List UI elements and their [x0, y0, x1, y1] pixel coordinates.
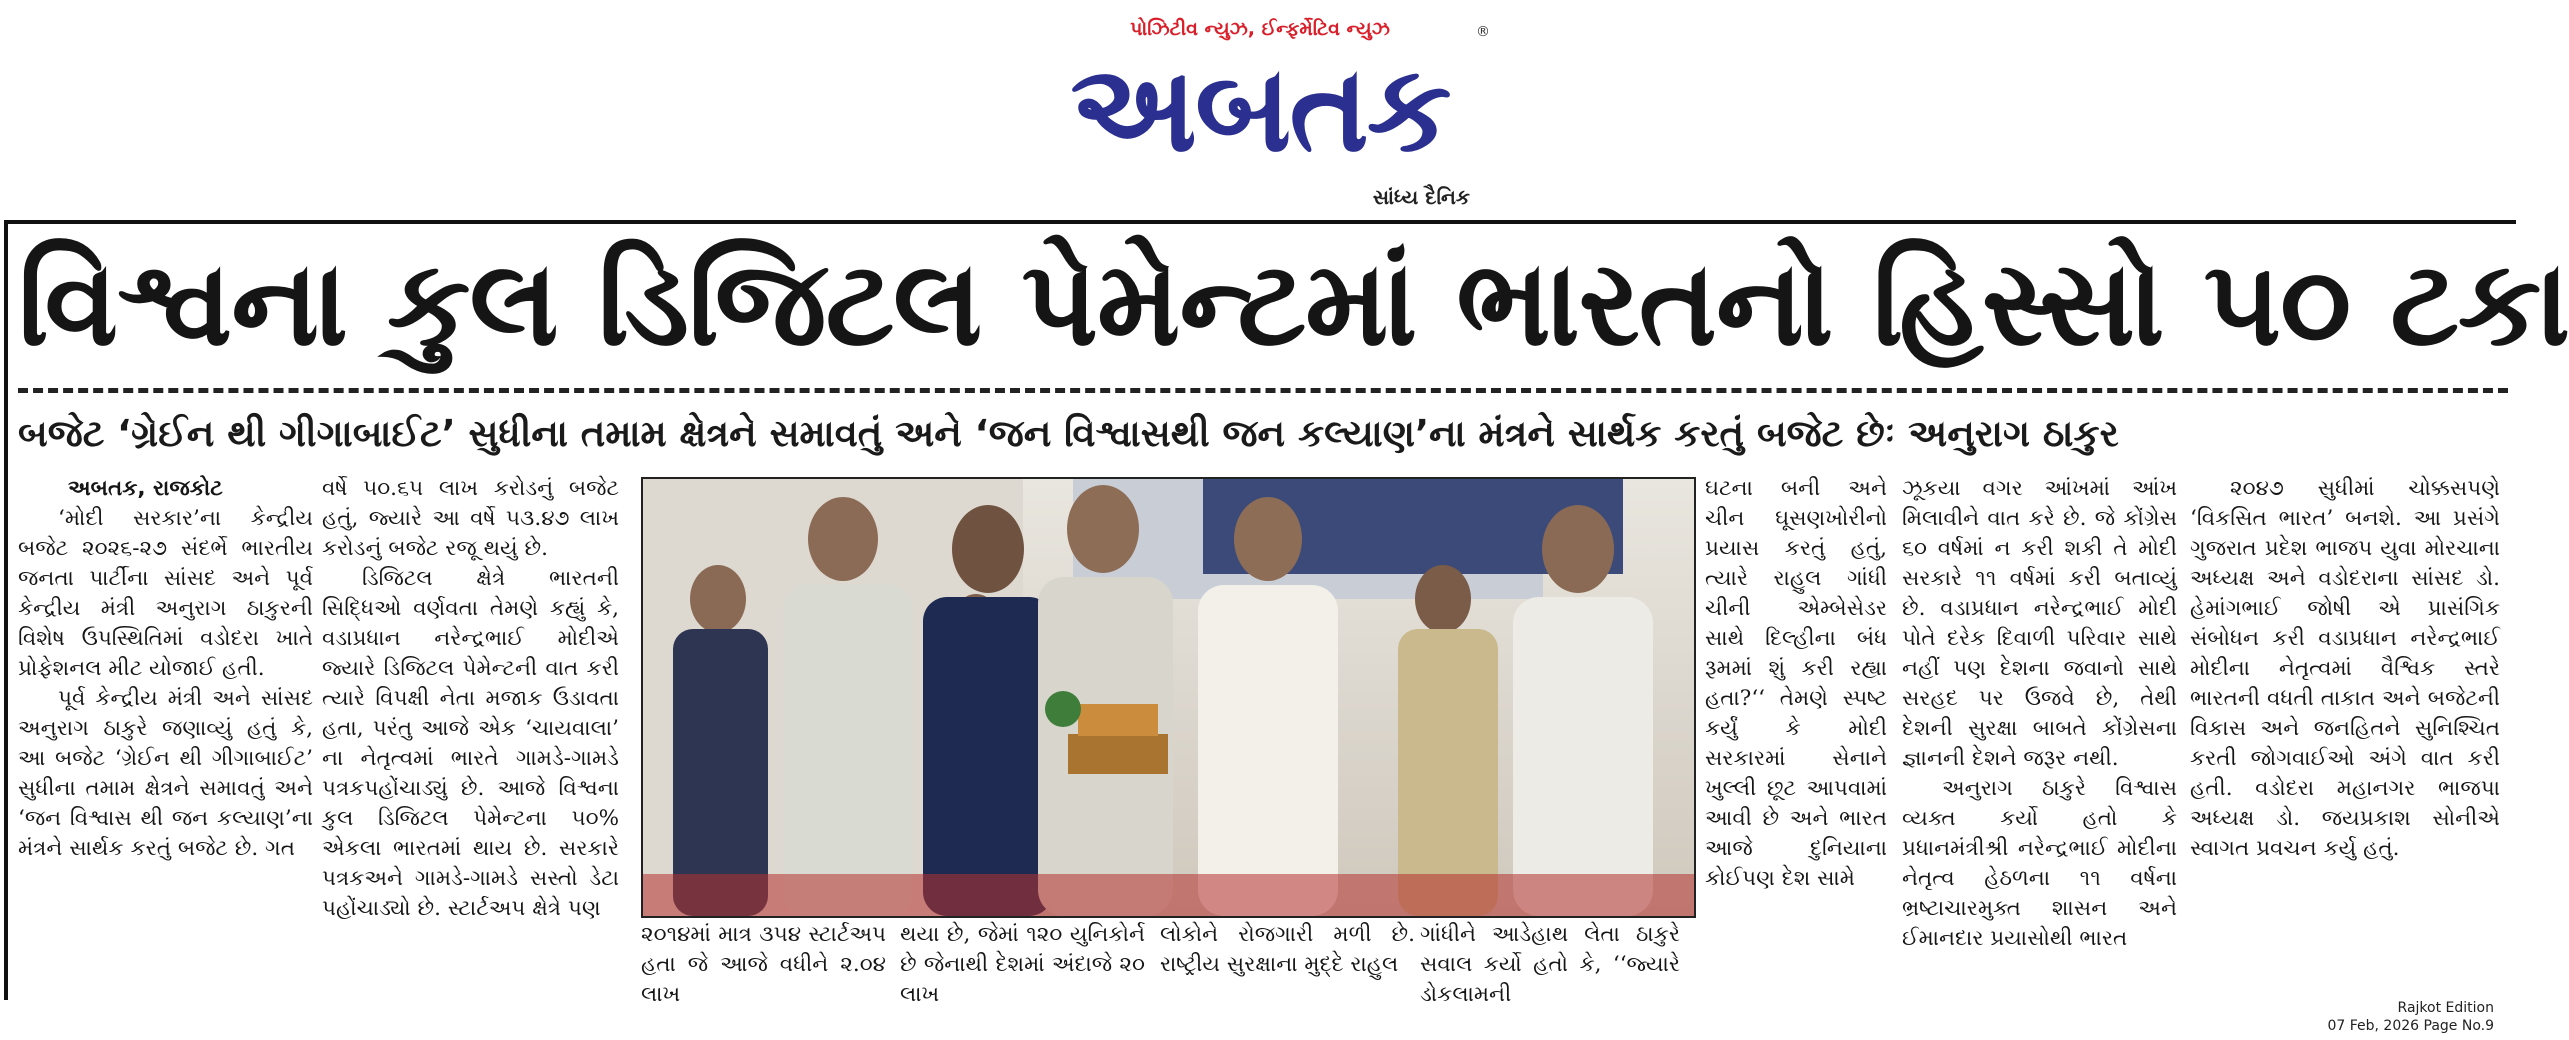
byline: અબતક, રાજકોટ: [68, 476, 223, 501]
paragraph: ઘટના બની અને ચીન ઘૂસણખોરીનો પ્રયાસ કરતું હતું, ત્યારે રાહુલ ગાંધી ચીની એમ્બેસેડર સાથે દિલ્હીના બંધ રૂમમાં શું કરી રહ્યા હતા?‘‘ તેમણે સ્પષ્ટ કર્યું કે મોદી સરકારમાં સેનાને ખુલ્લી છૂટ આપવામાં આવી છે અને ભારત આજે દુનિયાના કોઈપણ દેશ સામે: [1705, 476, 1887, 891]
article-column-5: [1705, 474, 1887, 904]
article-column-2: [322, 474, 619, 994]
below-photo-column-3: [1160, 920, 1415, 992]
below-photo-column-1: [641, 920, 886, 1007]
paragraph: પૂર્વ કેન્દ્રીય મંત્રી અને સાંસદ અનુરાગ ઠાકુરે જણાવ્યું હતું કે, આ બજેટ ‘ગ્રેઈન થી ગીગાબાઈટ’ સુધીના તમામ ક્ષેત્રને સમાવતું અને ‘જન વિશ્વાસ થી જન કલ્યાણ’ના મંત્રને સાર્થક કરતું બજેટ છે. ગત: [18, 686, 313, 861]
edition-label: Rajkot Edition: [2397, 1000, 2494, 1016]
brand-logo: અબતક: [1070, 40, 1450, 179]
paragraph: અનુરાગ ઠાકુરે વિશ્વાસ વ્યક્ત કર્યો હતો કે પ્રધાનમંત્રીશ્રી નરેન્દ્રભાઈ મોદીના નેતૃત્વ હેઠળના ૧૧ વર્ષના ભ્રષ્ટાચારમુક્ત શાસન અને ઈમાનદાર પ્રયાસોથી ભારત: [1902, 776, 2177, 951]
event-photo-icon: [643, 479, 1694, 916]
paragraph: ‘મોદી સરકાર’ના કેન્દ્રીય બજેટ ૨૦૨૬-૨૭ સંદર્ભે ભારતીય જનતા પાર્ટીના સાંસદ અને પૂર્વ કેન્દ્રીય મંત્રી અનુરાગ ઠાકુરની વિશેષ ઉપસ્થિતિમાં વડોદરા ખાતે પ્રોફેશનલ મીટ યોજાઈ હતી.: [18, 506, 313, 681]
below-photo-column-4: [1420, 920, 1680, 1007]
masthead: [1030, 18, 1490, 208]
headline: વિશ્વના કુલ ડિજિટલ પેમેન્ટમાં ભારતનો હિસ્સો ૫૦ ટકા: [18, 234, 2569, 372]
registered-mark: ®: [1476, 24, 1490, 40]
brand-subtitle: સાંધ્ય દૈનિક: [1372, 185, 1470, 209]
paragraph: લોકોને રોજગારી મળી છે. રાષ્ટ્રીય સુરક્ષાના મુદ્દે રાહુલ: [1160, 922, 1415, 977]
paragraph: વર્ષે ૫૦.૬૫ લાખ કરોડનું બજેટ હતું, જ્યારે આ વર્ષે ૫૩.૪૭ લાખ કરોડનું બજેટ રજૂ થયું છે.: [322, 476, 619, 561]
article-column-7: [2190, 474, 2500, 994]
below-photo-column-2: [900, 920, 1145, 1007]
article-column-6: [1902, 474, 2177, 994]
paragraph: ૨૦૪૭ સુધીમાં ચોક્કસપણે ‘વિકસિત ભારત’ બનશે. આ પ્રસંગે ગુજરાત પ્રદેશ ભાજપ યુવા મોરચાના અધ્યક્ષ અને વડોદરાના સાંસદ ડો. હેમાંગભાઈ જોષી એ પ્રાસંગિક સંબોધન કરી વડાપ્રધાન નરેન્દ્રભાઈ મોદીના નેતૃત્વમાં વૈશ્વિક સ્તરે ભારતની વધતી તાકાત અને બજેટની વિકાસ અને જનહિતને સુનિશ્ચિત કરતી જોગવાઈઓ અંગે વાત કરી હતી. વડોદરા મહાનગર ભાજપા અધ્યક્ષ ડો. જયપ્રકાશ સોનીએ સ્વાગત પ્રવચન કર્યુ હતું.: [2190, 476, 2500, 861]
paragraph: ૨૦૧૪માં માત્ર ૩૫૪ સ્ટાર્ટઅપ હતા જે આજે વધીને ૨.૦૪ લાખ: [641, 922, 886, 1007]
date-page-label: 07 Feb, 2026 Page No.9: [2327, 1018, 2494, 1034]
paragraph: ઝૂકયા વગર આંખમાં આંખ મિલાવીને વાત કરે છે. જે કોંગ્રેસ ૬૦ વર્ષમાં ન કરી શકી તે મોદી સરકારે ૧૧ વર્ષમાં કરી બતાવ્યું છે. વડાપ્રધાન નરેન્દ્રભાઈ મોદી પોતે દરેક દિવાળી પરિવાર સાથે નહીં પણ દેશના જવાનો સાથે સરહદ પર ઉજવે છે, તેથી દેશની સુરક્ષા બાબતે કોંગ્રેસના જ્ઞાનની દેશને જરૂર નથી.: [1902, 476, 2177, 771]
event-photo: [641, 477, 1696, 918]
dashed-divider: [18, 388, 2508, 393]
subheadline: બજેટ ‘ગ્રેઈન થી ગીગાબાઈટ’ સુધીના તમામ ક્ષેત્રને સમાવતું અને ‘જન વિશ્વાસથી જન કલ્યાણ’ના મંત્રને સાર્થક કરતું બજેટ છેઃ અનુરાગ ઠાકુર: [18, 412, 2119, 455]
masthead-tagline: પોઝિટીવ ન્યુઝ, ઈન્ફર્મેટિવ ન્યુઝ: [1130, 18, 1390, 40]
paragraph: ડિજિટલ ક્ષેત્રે ભારતની સિદ્ધિઓ વર્ણવતા તેમણે કહ્યું કે, વડાપ્રધાન નરેન્દ્રભાઈ મોદીએ જ્યારે ડિજિટલ પેમેન્ટની વાત કરી ત્યારે વિપક્ષી નેતા મજાક ઉડાવતા હતા, પરંતુ આજે એક ‘ચાયવાલા’ ના નેતૃત્વમાં ભારતે ગામડે-ગામડે પત્રકપહોંચાડ્યું છે. આજે વિશ્વના કુલ ડિજિટલ પેમેન્ટના ૫૦% એકલા ભારતમાં થાય છે. સરકારે પત્રકઅને ગામડે-ગામડે સસ્તો ડેટા પહોંચાડ્યો છે. સ્ટાર્ટઅપ ક્ષેત્રે પણ: [322, 566, 619, 921]
article-column-1: [18, 474, 313, 994]
paragraph: થયા છે, જેમાં ૧૨૦ યુનિકોર્ન છે જેનાથી દેશમાં અંદાજે ૨૦ લાખ: [900, 922, 1145, 1007]
paragraph: ગાંધીને આડેહાથ લેતા ઠાકુરે સવાલ કર્યો હતો કે, ‘‘જ્યારે ડોકલામની: [1420, 922, 1680, 1007]
